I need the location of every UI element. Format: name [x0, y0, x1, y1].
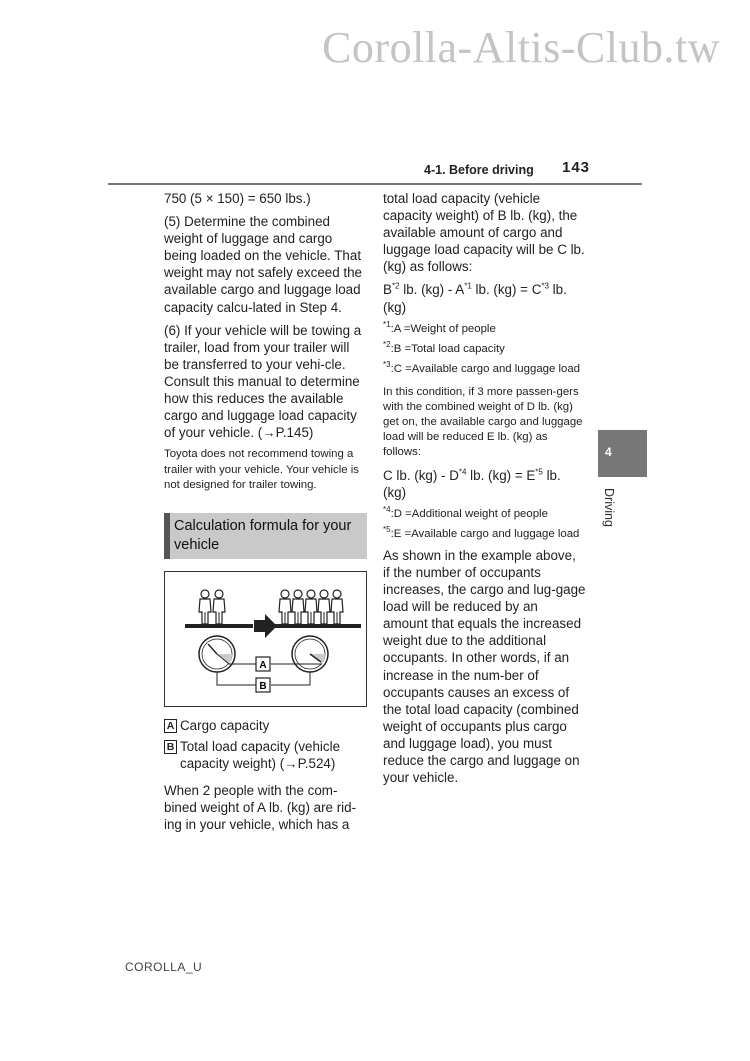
- legend-letter: A: [164, 719, 177, 733]
- footnote: $^{*1}$:A =Weight of people: [383, 319, 496, 335]
- chapter-number: 4: [605, 445, 612, 459]
- footnote: $^{*2}$:B =Total load capacity: [383, 339, 505, 355]
- legend-text: Cargo capacity: [180, 717, 270, 733]
- label-a: A: [259, 659, 267, 671]
- chapter-label: Driving: [602, 488, 616, 527]
- footnote: $^{*4}$:D =Additional weight of people: [383, 505, 548, 520]
- paragraph: total load capacity (vehicle capacity weight) of B lb. (kg), the available amount of cargo and luggage load capacity will be C lb. (kg) as follows:: [383, 191, 585, 275]
- connector-b: [217, 672, 256, 685]
- left-column: [164, 190, 367, 839]
- legend-letter: B: [164, 740, 177, 754]
- platform-right: [275, 624, 361, 628]
- header-divider: [108, 183, 642, 185]
- towing-note: Toyota does not recommend towing a trailer with your vehicle. Your vehicle is not designed for trailer towing.: [164, 448, 359, 491]
- paragraph: As shown in the example above, if the number of occupants increases, the cargo and lug-gage load will be reduced by an amount that equals the increased weight due to the additional occupants. In other words, if an increase in the num-ber of occupants causes an excess of the total load capacity (combined weight of occupants plus cargo and luggage load), you must reduce the cargo and luggage on your vehicle.: [383, 547, 586, 786]
- paragraph: (6) If your vehicle will be towing a trailer, load from your trailer will be transferred to your vehi-cle. Consult this manual to determine how this reduces the available cargo and luggage load capacity of your vehicle. (→P.145): [164, 322, 362, 441]
- section-heading: Calculation formula for your vehicle: [164, 513, 367, 559]
- condition-note: In this condition, if 3 more passen-gers with the combined weight of D lb. (kg) get on, the available cargo and luggage load will be reduced E lb. (kg) as follows:: [383, 385, 583, 459]
- formula-2: C lb. $(kg) - D^{*4}$ lb. $(kg) = E^{*5}$ lb. (kg): [383, 467, 561, 500]
- label-b: B: [259, 680, 267, 692]
- arrow-right-icon: [254, 614, 277, 638]
- chapter-tab: [598, 430, 647, 477]
- watermark-text: Corolla-Altis-Club.tw: [322, 23, 720, 72]
- formula-1: $B^{*2}$ lb. $(kg) - A^{*1}$ lb. $(kg) = C^{*3}$ lb. (kg): [383, 282, 567, 315]
- people-icon: [199, 590, 225, 624]
- footer-code: COROLLA_U: [125, 960, 203, 974]
- footnote: $^{*3}$:C =Available cargo and luggage load: [383, 359, 581, 375]
- paragraph: 750 (5 × 150) = 650 lbs.): [164, 191, 311, 206]
- page-number: 143: [562, 159, 591, 176]
- load-diagram: [165, 572, 366, 706]
- legend-item-b: [164, 738, 367, 772]
- section-title: 4-1. Before driving: [424, 163, 534, 177]
- paragraph: (5) Determine the combined weight of luggage and cargo being loaded on the vehicle. That weight may not safely exceed the available cargo and luggage load capacity calcu-lated in Step 4.: [164, 214, 362, 315]
- footnote: $^{*5}$:E =Available cargo and luggage load: [383, 525, 580, 540]
- platform-left: [185, 624, 253, 628]
- people-group-icon: [279, 590, 343, 624]
- load-capacity-figure: [164, 571, 367, 707]
- gauge-left-icon: [199, 636, 235, 672]
- right-column: [383, 190, 586, 792]
- gauge-right-icon: [292, 636, 328, 672]
- legend-text: Total load capacity (vehicle capacity weight) (→P.524): [180, 738, 341, 771]
- legend-item-a: [164, 717, 367, 734]
- paragraph: When 2 people with the com-bined weight of A lb. (kg) are rid-ing in your vehicle, which has a: [164, 782, 357, 833]
